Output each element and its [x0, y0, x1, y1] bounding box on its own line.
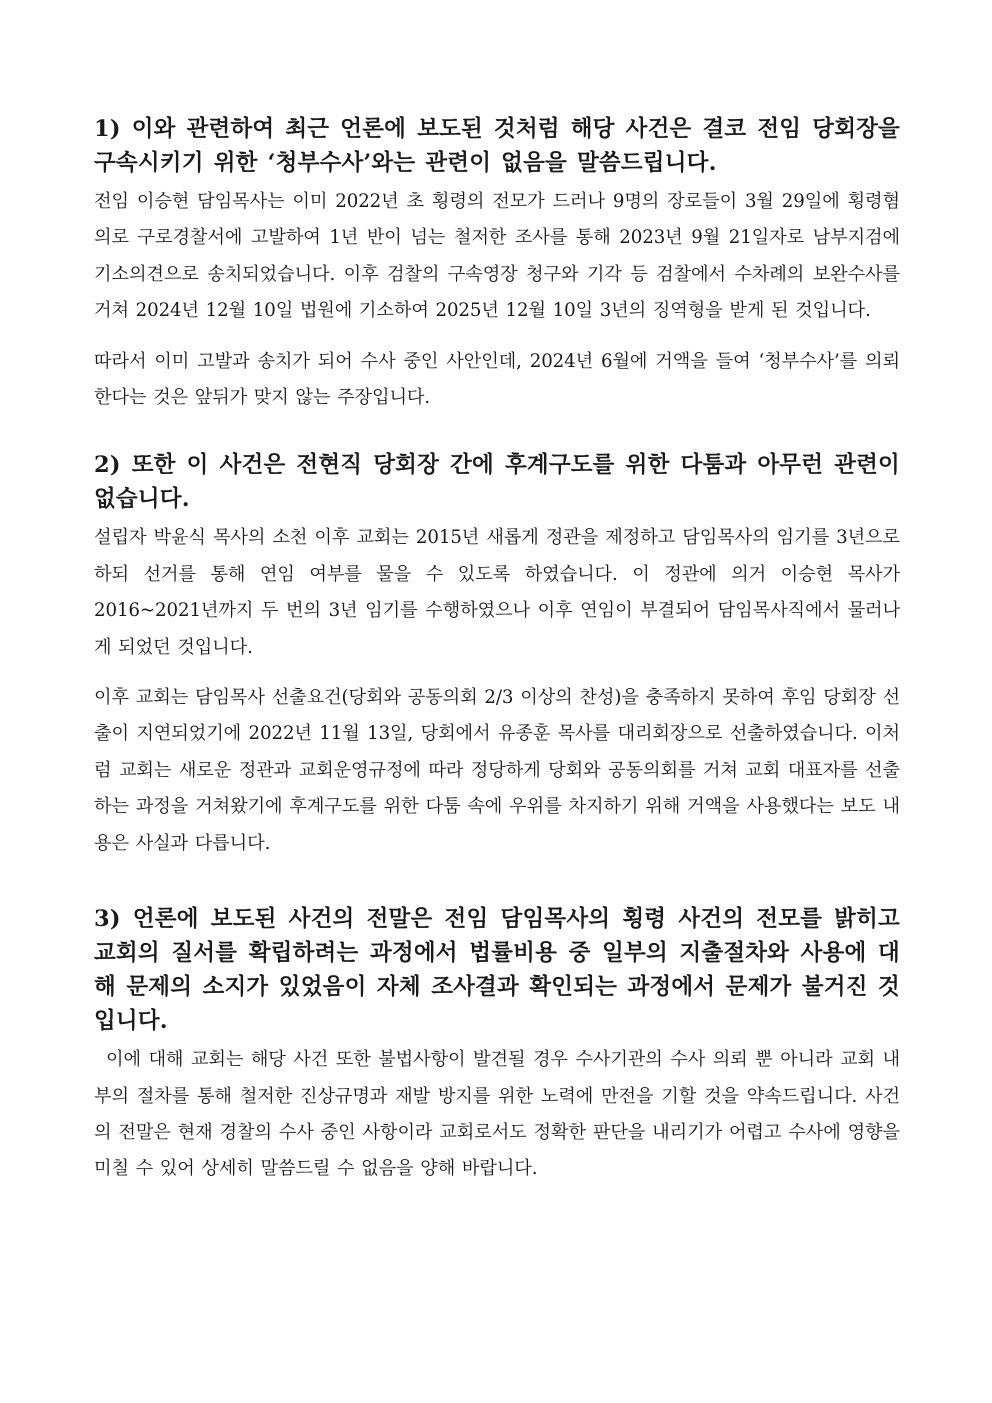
section-1-paragraph-2: 따라서 이미 고발과 송치가 되어 수사 중인 사안인데, 2024년 6월에 거액을 들여 ‘청부수사’를 의뢰한다는 것은 앞뒤가 맞지 않는 주장입니다. — [94, 350, 900, 409]
section-2-heading: 2) 또한 이 사건은 전현직 당회장 간에 후계구도를 위한 다툼과 아무런 관련이 없습니다. — [94, 452, 900, 513]
section-2 — [94, 448, 900, 862]
document-body — [94, 112, 900, 1188]
section-3-paragraph-1: 이에 대해 교회는 해당 사건 또한 불법사항이 발견될 경우 수사기관의 수사 의뢰 뿐 아니라 교회 내부의 절차를 통해 철저한 진상규명과 재발 방지를 위한 노력에 만전을 기할 것을 약속드립니다. 사건의 전말은 현재 경찰의 수사 중인 사항이라 교회로서도 정확한 판단을 내리기가 어렵고 수사에 영향을 미칠 수 있어 상세히 말씀드릴 수 없음을 양해 바랍니다. — [94, 1049, 900, 1180]
section-1-paragraph-1: 전임 이승현 담임목사는 이미 2022년 초 횡령의 전모가 드러나 9명의 장로들이 3월 29일에 횡령혐의로 구로경찰서에 고발하여 1년 반이 넘는 철저한 조사를 통해 2023년 9월 21일자로 남부지검에 기소의견으로 송치되었습니다. 이후 검찰의 구속영장 청구와 기각 등 검찰에서 수차례의 보완수사를 거쳐 2024년 12월 10일 법원에 기소하여 2025년 12월 10일 3년의 징역형을 받게 된 것입니다. — [94, 191, 900, 322]
section-3-heading: 3) 언론에 보도된 사건의 전말은 전임 담임목사의 횡령 사건의 전모를 밝히고 교회의 질서를 확립하려는 과정에서 법률비용 중 일부의 지출절차와 사용에 대해 문제의 소지가 있었음이 자체 조사결과 확인되는 과정에서 문제가 불거진 것입니다. — [94, 906, 900, 1035]
section-2-paragraph-1: 설립자 박윤식 목사의 소천 이후 교회는 2015년 새롭게 정관을 제정하고 담임목사의 임기를 3년으로 하되 선거를 통해 연임 여부를 물을 수 있도록 하였습니다. 이 정관에 의거 이승현 목사가 2016~2021년까지 두 번의 3년 임기를 수행하였으나 이후 연임이 부결되어 담임목사직에서 물러나게 되었던 것입니다. — [94, 527, 900, 658]
section-1 — [94, 112, 900, 416]
section-1-heading: 1) 이와 관련하여 최근 언론에 보도된 것처럼 해당 사건은 결코 전임 당회장을 구속시키기 위한 ‘청부수사’와는 관련이 없음을 말씀드립니다. — [94, 116, 900, 176]
section-2-paragraph-2: 이후 교회는 담임목사 선출요건(당회와 공동의회 2/3 이상의 찬성)을 충족하지 못하여 후임 당회장 선출이 지연되었기에 2022년 11월 13일, 당회에서 유종훈 목사를 대리회장으로 선출하였습니다. 이처럼 교회는 새로운 정관과 교회운영규정에 따라 정당하게 당회와 공동의회를 거쳐 교회 대표자를 선출하는 과정을 거쳐왔기에 후계구도를 위한 다툼 속에 우위를 차지하기 위해 거액을 사용했다는 보도 내용은 사실과 다릅니다. — [94, 687, 900, 854]
section-3 — [94, 902, 900, 1188]
